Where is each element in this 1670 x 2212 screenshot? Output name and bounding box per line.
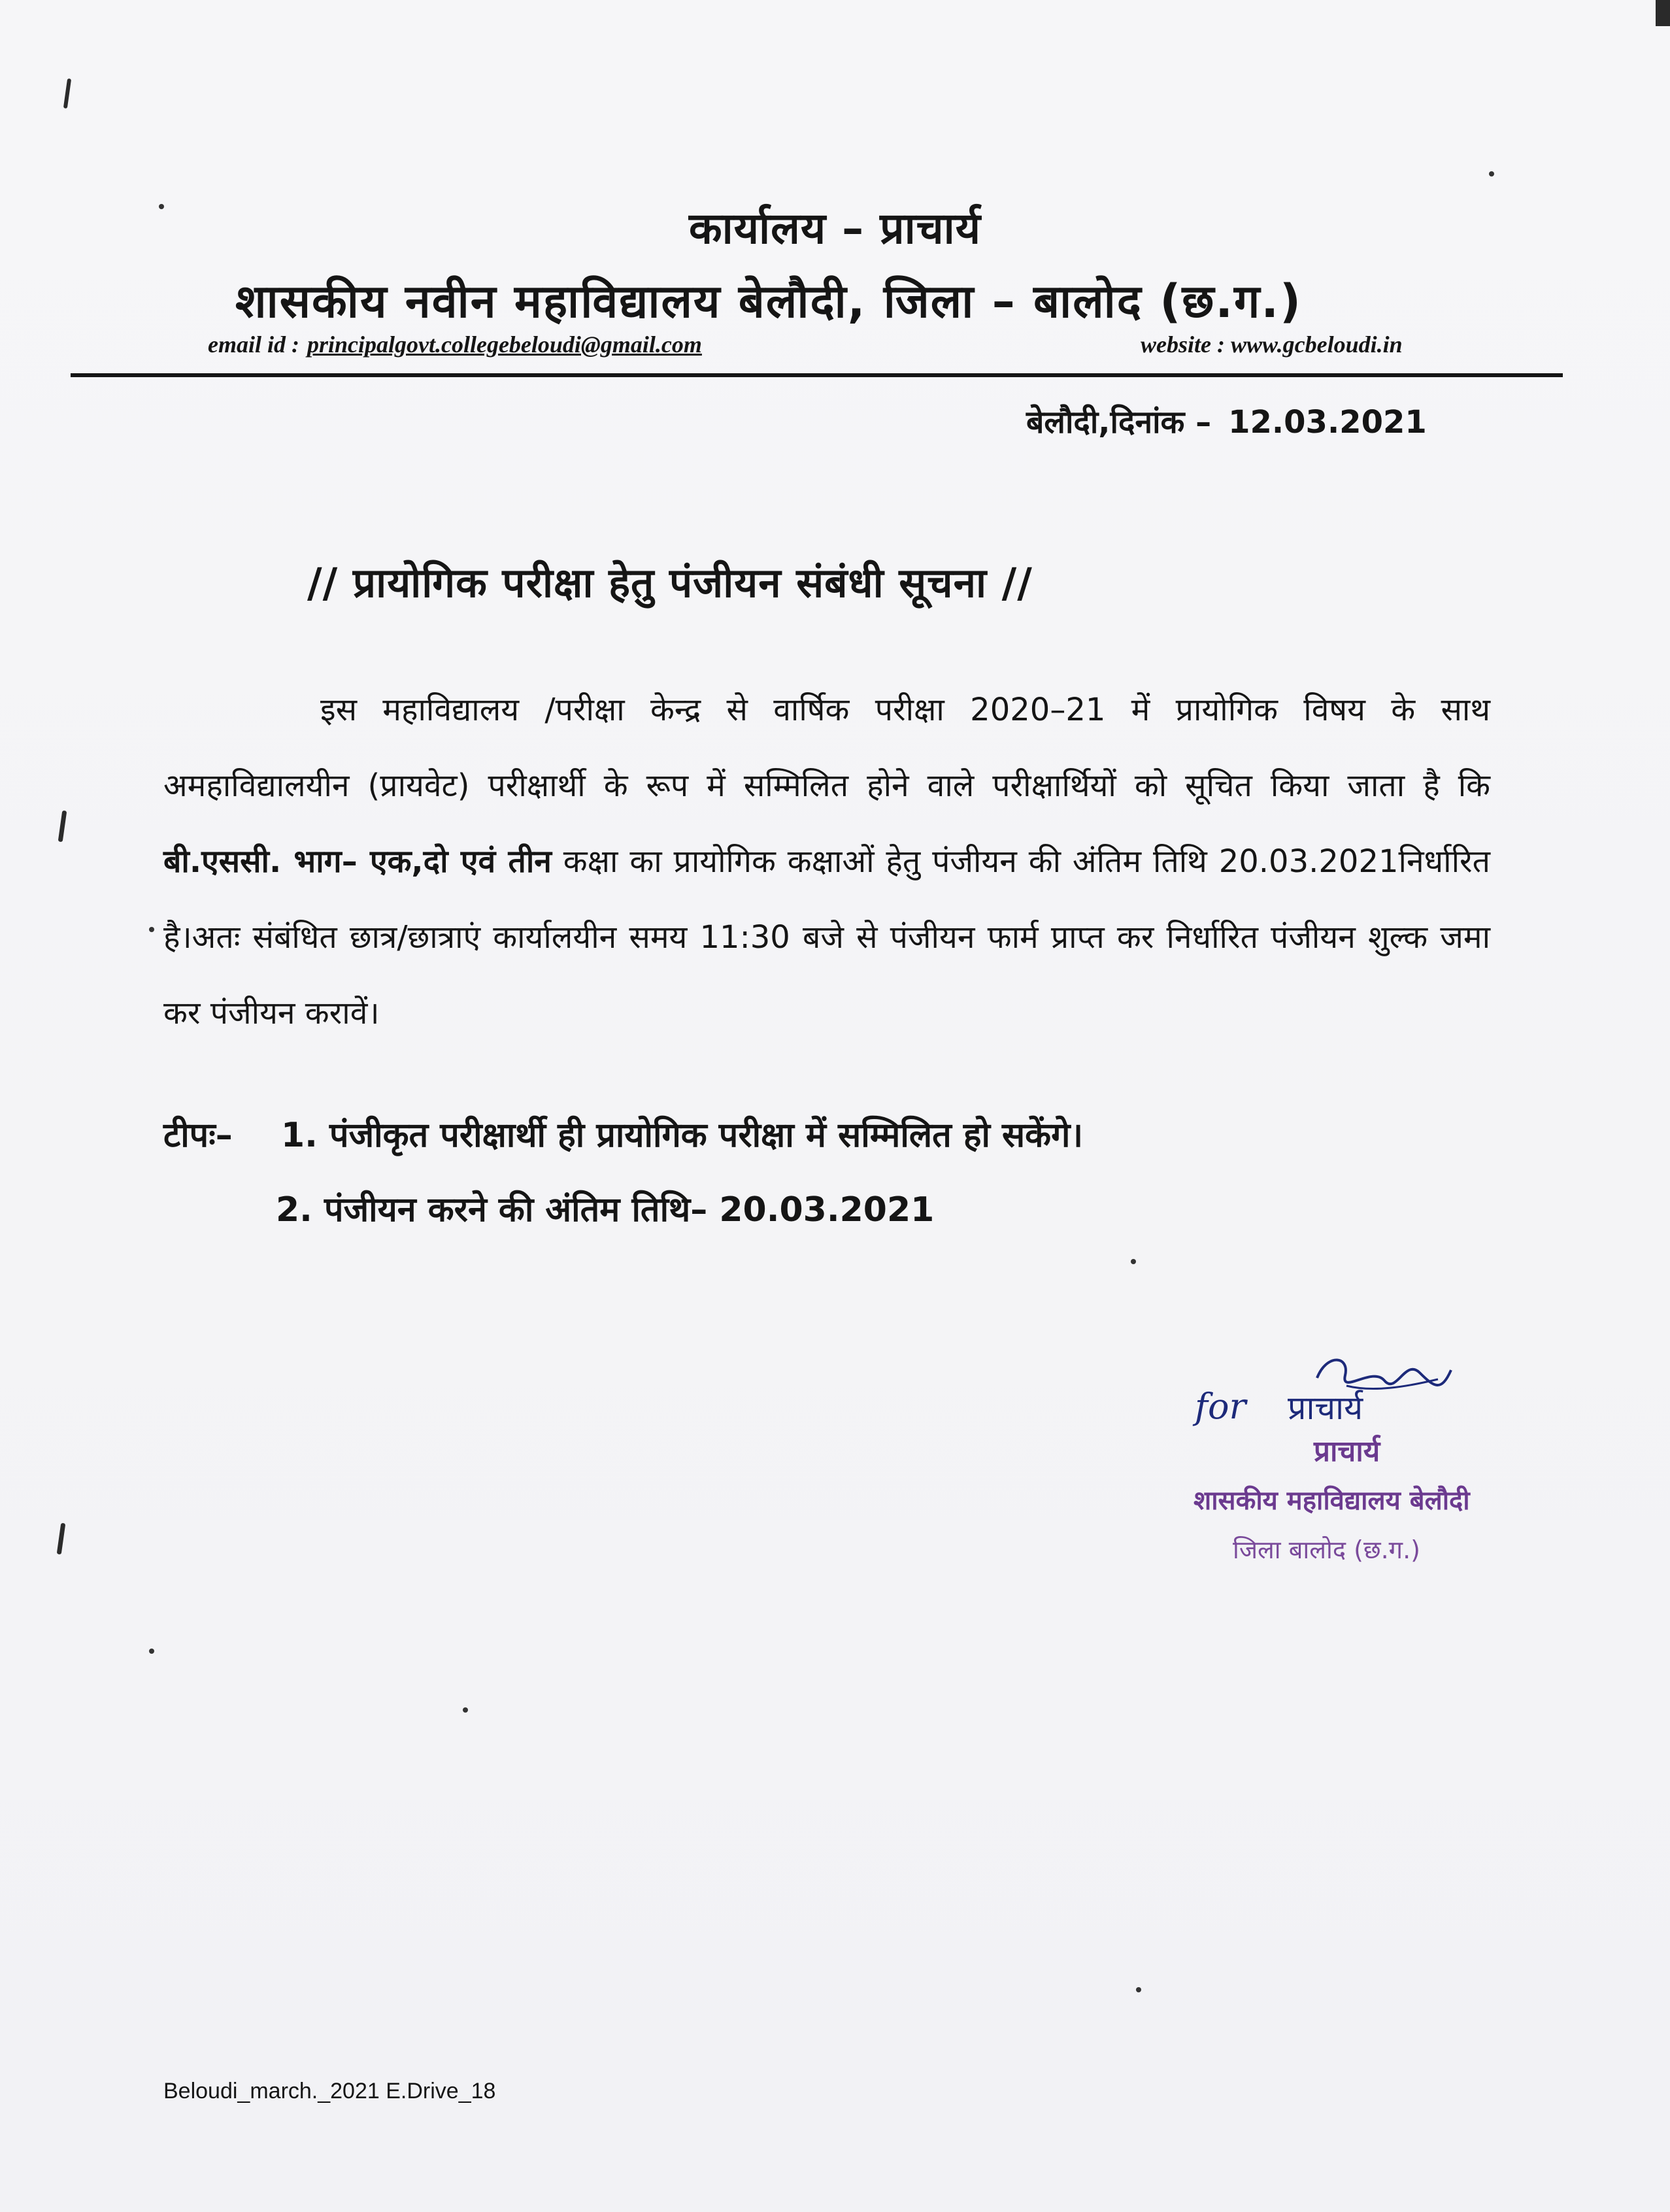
signature-for: for bbox=[1195, 1386, 1246, 1427]
notice-body bbox=[163, 672, 1490, 1051]
scan-dot bbox=[1489, 171, 1494, 176]
date-value: 12.03.2021 bbox=[1228, 404, 1427, 441]
stamp-college: शासकीय महाविद्यालय बेलौदी bbox=[1194, 1486, 1470, 1516]
scan-dot bbox=[149, 1649, 154, 1654]
email-address[interactable]: principalgovt.collegebeloudi@gmail.com bbox=[307, 331, 702, 358]
tips-label: टीपः– bbox=[163, 1116, 233, 1155]
scan-mark bbox=[57, 1523, 66, 1555]
website-contact[interactable]: website : www.gcbeloudi.in bbox=[1141, 331, 1403, 358]
signature-designation: प्राचार्य bbox=[1288, 1389, 1363, 1427]
scan-dot bbox=[1131, 1259, 1136, 1264]
tips-section bbox=[163, 1098, 1083, 1247]
stamp-district: जिला बालोद (छ.ग.) bbox=[1233, 1535, 1420, 1564]
notice-text-part1: इस महाविद्यालय /परीक्षा केन्द्र से वार्षिक परीक्षा 2020–21 में प्रायोगिक विषय के साथ अमहाविद्यालयीन (प्रायवेट) परीक्षार्थी के रूप में सम्मिलित होने वाले परीक्षार्थियों को सूचित किया जाता है कि bbox=[163, 692, 1490, 804]
scan-mark bbox=[63, 78, 71, 109]
scan-edge bbox=[1656, 0, 1670, 26]
header-divider bbox=[71, 373, 1563, 377]
notice-text-part2: कक्षा का प्रायोगिक कक्षाओं हेतु पंजीयन की अंतिम तिथि 20.03.2021निर्धारित है।अतः संबंधित छात्र/छात्राएं कार्यालयीन समय 11:30 बजे से पंजीयन फार्म प्राप्त कर निर्धारित पंजीयन शुल्क जमा कर पंजीयन करावें। bbox=[163, 843, 1490, 1031]
notice-title: // प्रायोगिक परीक्षा हेतु पंजीयन संबंधी सूचना // bbox=[307, 559, 1033, 607]
scan-dot bbox=[1136, 1987, 1141, 1992]
scan-dot bbox=[149, 927, 154, 932]
email-label: email id : bbox=[208, 331, 299, 358]
tip-item bbox=[163, 1098, 1083, 1173]
tip-text: 2. पंजीयन करने की अंतिम तिथि– 20.03.2021 bbox=[276, 1190, 935, 1230]
date-label: बेलौदी,दिनांक – bbox=[1026, 404, 1212, 441]
signature-stamp bbox=[1177, 1347, 1556, 1582]
tip-item bbox=[163, 1173, 1083, 1247]
tip-text: 1. पंजीकृत परीक्षार्थी ही प्रायोगिक परीक्षा में सम्मिलित हो सकेंगे। bbox=[281, 1116, 1084, 1155]
scan-dot bbox=[463, 1707, 468, 1713]
email-contact bbox=[208, 331, 702, 358]
stamp-title: प्राचार्य bbox=[1314, 1435, 1380, 1468]
notice-class-highlight: बी.एससी. भाग– एक,दो एवं तीन bbox=[163, 843, 552, 880]
date-line bbox=[1026, 400, 1427, 443]
college-heading: शासकीय नवीन महाविद्यालय बेलौदी, जिला – बालोद (छ.ग.) bbox=[235, 275, 1302, 328]
scan-mark bbox=[58, 811, 67, 843]
office-heading: कार्यालय – प्राचार्य bbox=[688, 203, 982, 254]
footer-reference: Beloudi_march._2021 E.Drive_18 bbox=[163, 2079, 496, 2103]
